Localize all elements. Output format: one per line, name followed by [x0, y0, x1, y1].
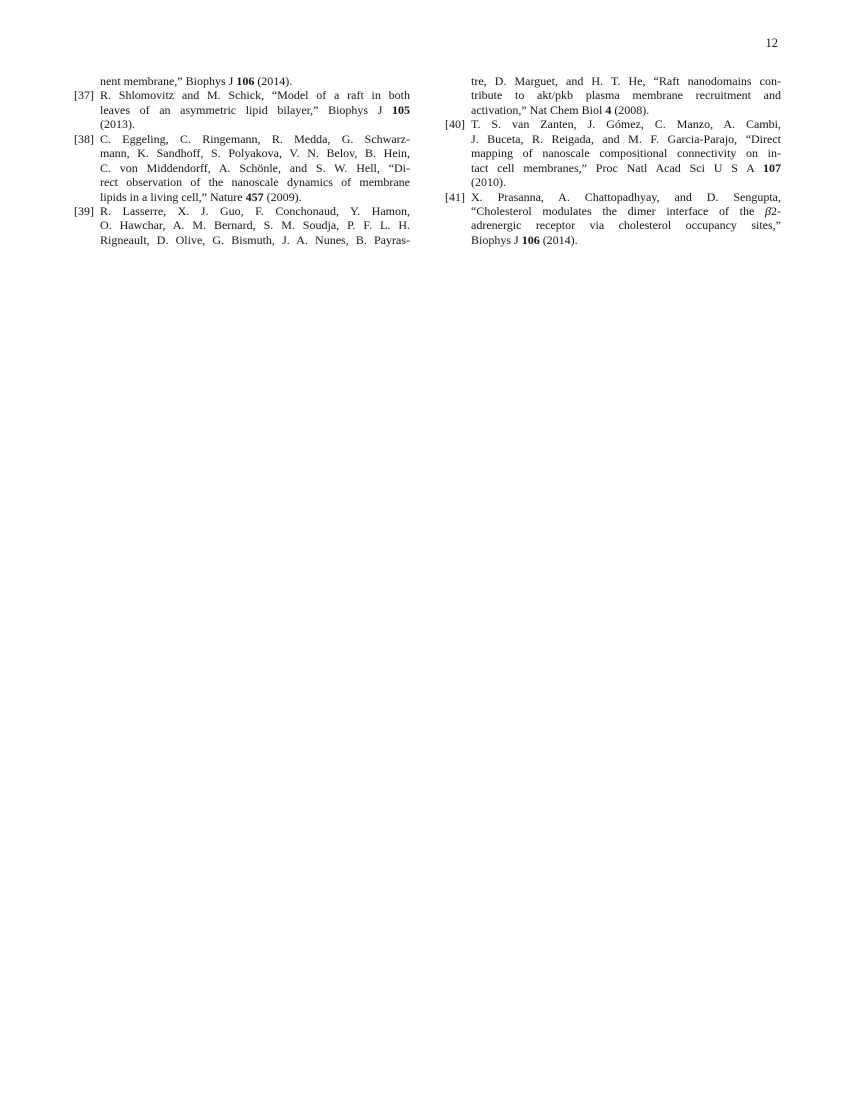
reference-text: tact cell membranes,” Proc Natl Acad Sci U S A 107 [471, 160, 781, 175]
reference-line [445, 88, 781, 102]
reference-text: activation,” Nat Chem Biol 4 (2008). [471, 102, 650, 117]
reference-text: mann, K. Sandhoff, S. Polyakova, V. N. Belov, B. Hein, [100, 146, 410, 161]
reference-line [74, 146, 410, 160]
reference-text: rect observation of the nanoscale dynamics of membrane [100, 175, 410, 190]
reference-text: leaves of an asymmetric lipid bilayer,” Biophys J 105 [100, 102, 410, 117]
reference-line [445, 218, 781, 232]
reference-text: J. Buceta, R. Reigada, and M. F. Garcia-Parajo, “Direct [471, 131, 781, 146]
references-section [74, 74, 781, 247]
reference-line [445, 161, 781, 175]
reference-text: lipids in a living cell,” Nature 457 (2009). [100, 189, 302, 204]
reference-text: R. Lasserre, X. J. Guo, F. Conchonaud, Y. Hamon, [100, 203, 410, 218]
reference-line [445, 103, 781, 117]
reference-line [74, 103, 410, 117]
reference-line [445, 190, 781, 204]
reference-line [445, 175, 781, 189]
reference-line [445, 132, 781, 146]
reference-text: tribute to akt/pkb plasma membrane recruitment and [471, 88, 781, 103]
reference-line [74, 190, 410, 204]
reference-text: X. Prasanna, A. Chattopadhyay, and D. Sengupta, [471, 189, 781, 204]
reference-line [74, 218, 410, 232]
reference-text: mapping of nanoscale compositional connectivity on in- [471, 146, 781, 161]
reference-line [445, 204, 781, 218]
page-number: 12 [765, 36, 778, 50]
reference-line [74, 161, 410, 175]
reference-text: C. Eggeling, C. Ringemann, R. Medda, G. Schwarz- [100, 131, 410, 146]
reference-label: [41] [445, 189, 465, 204]
reference-text: O. Hawchar, A. M. Bernard, S. M. Soudja, P. F. L. H. [100, 218, 410, 233]
reference-label: [38] [74, 131, 94, 146]
reference-line [74, 175, 410, 189]
reference-text: adrenergic receptor via cholesterol occupancy sites,” [471, 218, 781, 233]
references-column-right [445, 74, 781, 247]
reference-line [445, 117, 781, 131]
reference-line [445, 146, 781, 160]
reference-text: T. S. van Zanten, J. Gómez, C. Manzo, A. Cambi, [471, 117, 781, 132]
references-column-left [74, 74, 410, 247]
reference-text: (2013). [100, 117, 135, 132]
reference-text: C. von Middendorff, A. Schönle, and S. W. Hell, “Di- [100, 160, 410, 175]
reference-text: Rigneault, D. Olive, G. Bismuth, J. A. Nunes, B. Payras- [100, 232, 410, 247]
reference-text: tre, D. Marguet, and H. T. He, “Raft nanodomains con- [471, 74, 781, 88]
reference-label: [39] [74, 203, 94, 218]
reference-line [74, 117, 410, 131]
reference-line [445, 74, 781, 88]
reference-line [445, 233, 781, 247]
reference-text: R. Shlomovitz and M. Schick, “Model of a raft in both [100, 88, 410, 103]
reference-text: (2010). [471, 175, 506, 190]
reference-line [74, 132, 410, 146]
reference-label: [40] [445, 117, 465, 132]
reference-line [74, 233, 410, 247]
reference-text: Biophys J 106 (2014). [471, 232, 578, 247]
reference-label: [37] [74, 88, 94, 103]
reference-line [74, 88, 410, 102]
reference-line [74, 74, 410, 88]
reference-line [74, 204, 410, 218]
reference-text: “Cholesterol modulates the dimer interface of the β2- [471, 203, 781, 218]
reference-text: nent membrane,” Biophys J 106 (2014). [100, 74, 293, 88]
